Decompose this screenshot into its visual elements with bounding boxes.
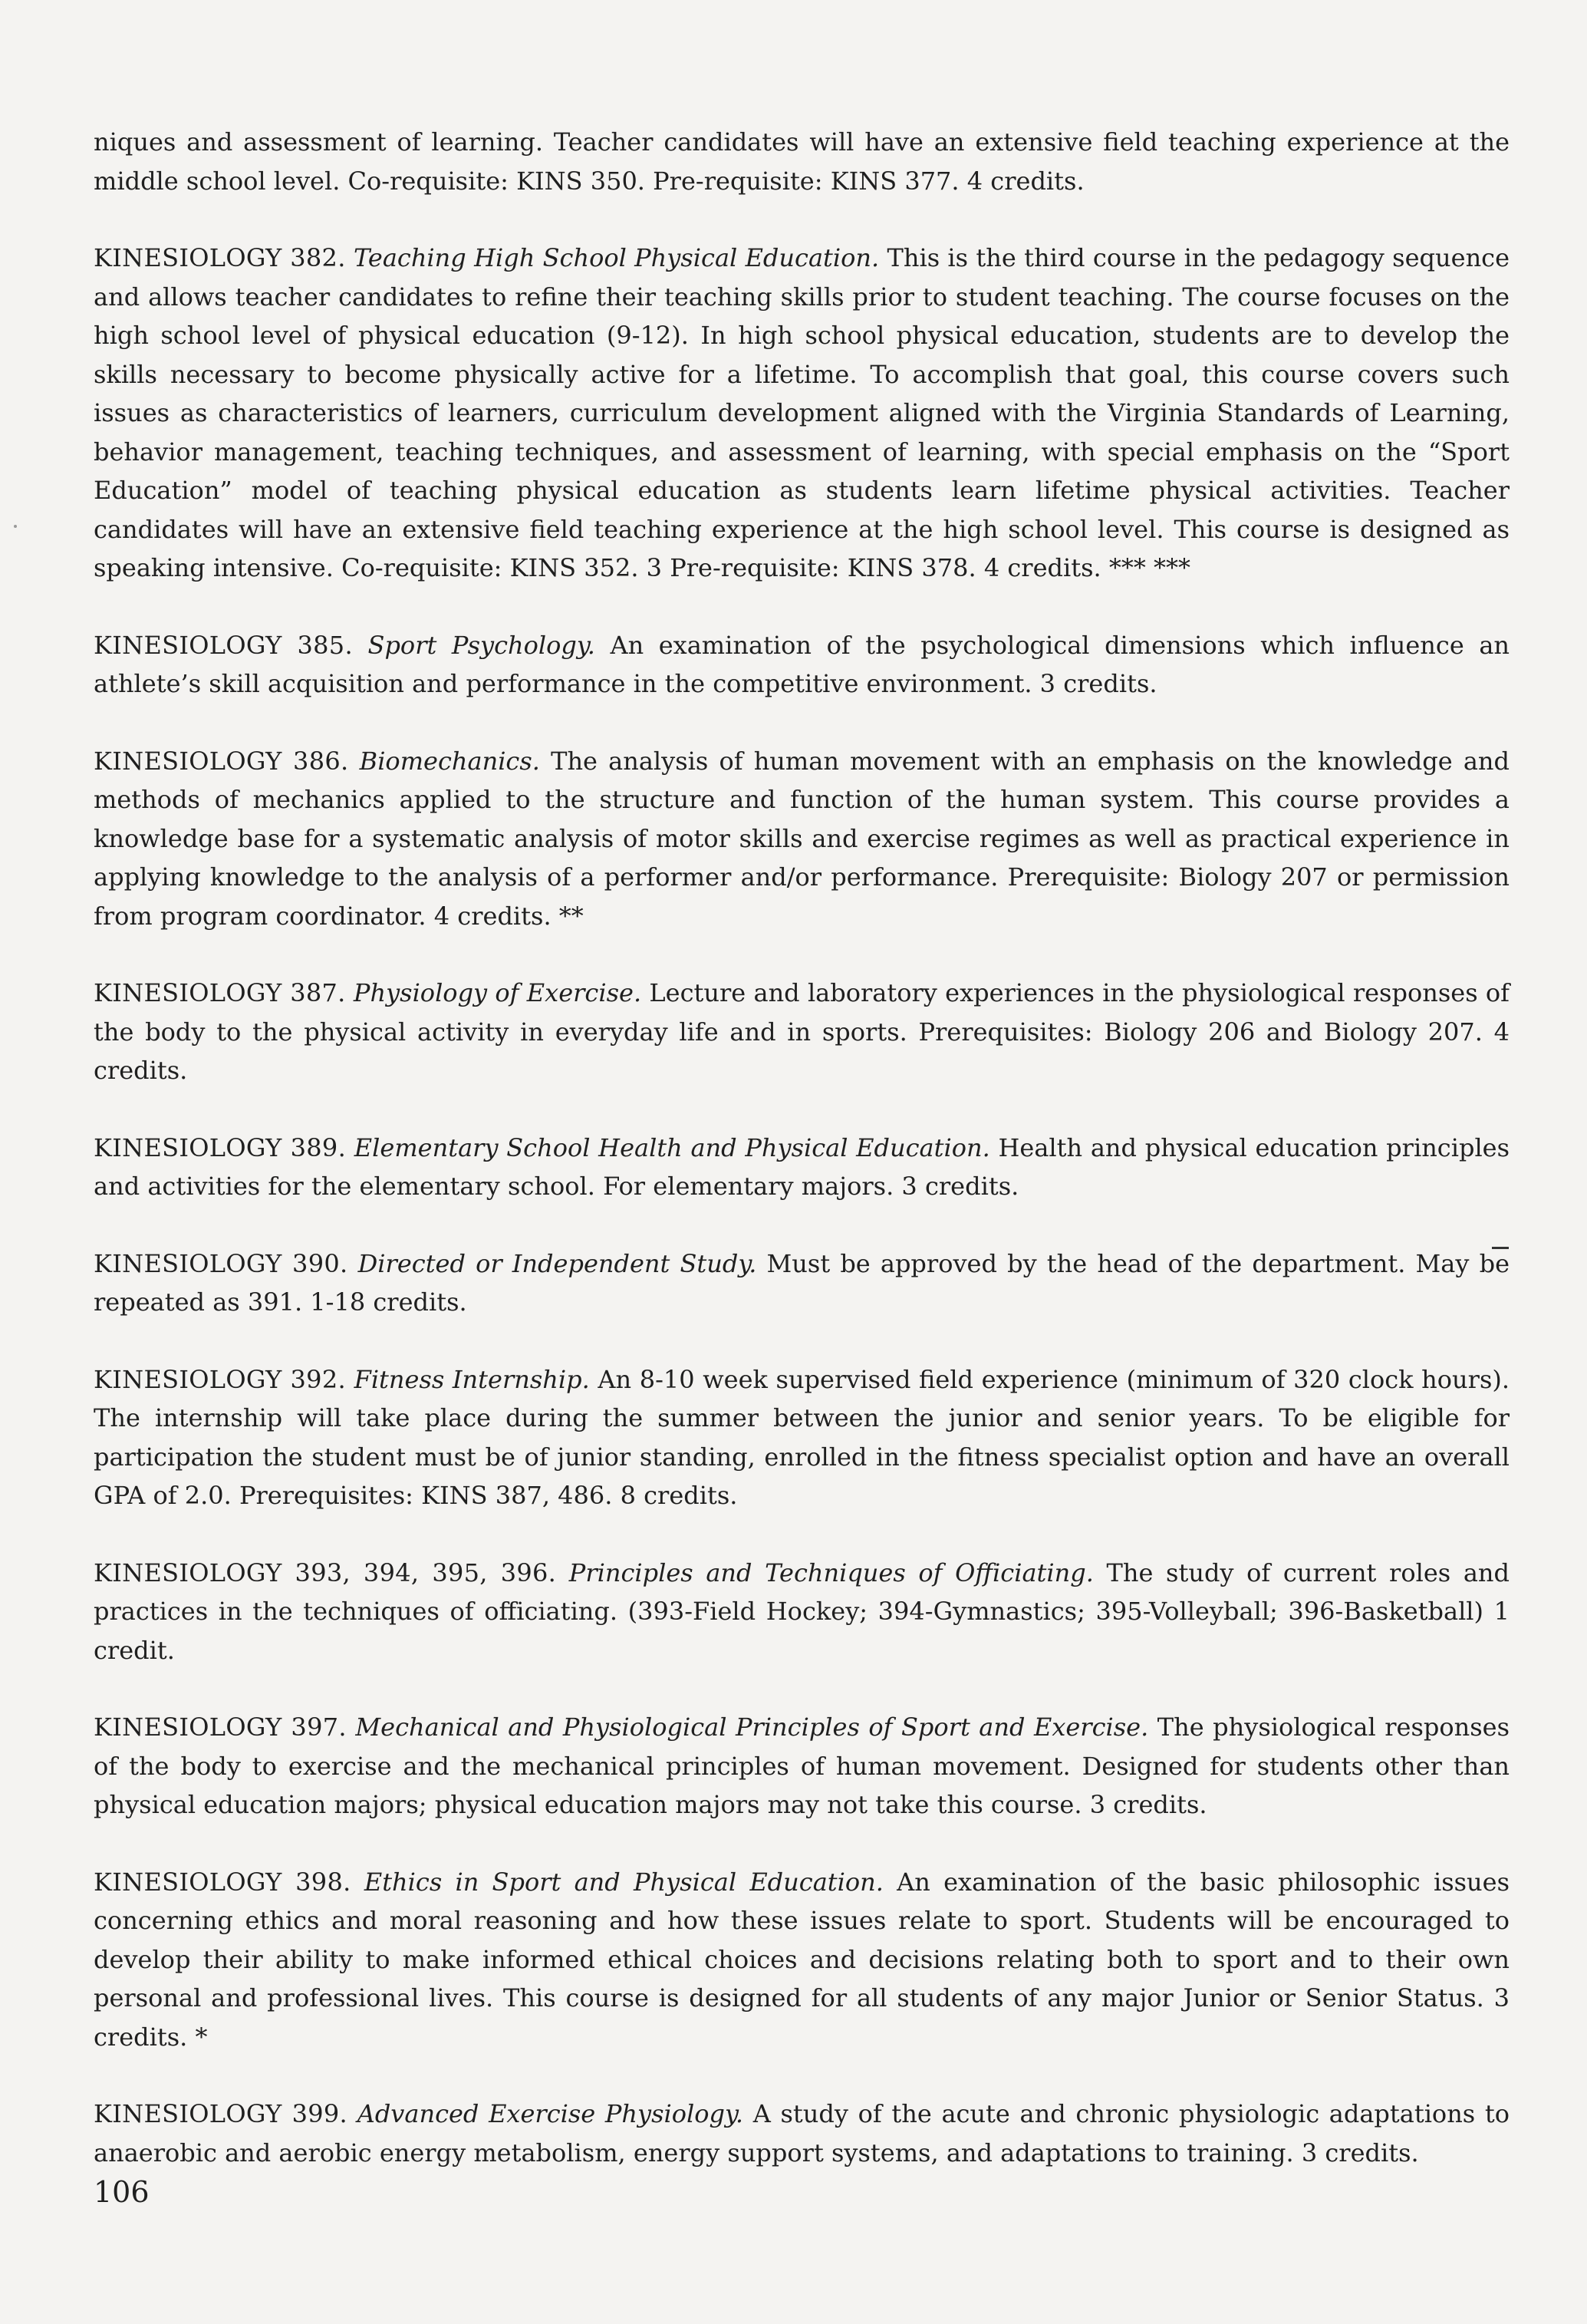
course-title: Ethics in Sport and Physical Education. <box>364 1867 884 1897</box>
course-entry-397 <box>94 1708 1510 1825</box>
margin-mark <box>14 525 17 528</box>
course-listing <box>94 123 1510 2210</box>
course-entry-398 <box>94 1863 1510 2057</box>
course-title: Physiology of Exercise. <box>353 978 642 1007</box>
course-entry-385 <box>94 626 1510 704</box>
course-entry-393-396 <box>94 1554 1510 1670</box>
course-entry-390 <box>94 1244 1510 1322</box>
continued-course-text: niques and assessment of learning. Teacher candidates will have an extensive field teaching experience at the middle school level. Co-requisite: KINS 350. Pre-requisite: KINS 377. 4 credits. <box>94 127 1510 196</box>
course-code: KINESIOLOGY 389. <box>94 1132 347 1162</box>
course-entry-392 <box>94 1360 1510 1515</box>
course-code: KINESIOLOGY 393, 394, 395, 396. <box>94 1558 557 1587</box>
course-title: Sport Psychology. <box>367 630 595 660</box>
course-title: Advanced Exercise Physiology. <box>357 2099 744 2128</box>
course-description: An examination of the psychological dimensions which influence an athlete’s skill acquisition and performance in the competitive environment. 3 credits. <box>94 630 1510 698</box>
course-entry-389 <box>94 1129 1510 1206</box>
course-title: Mechanical and Physiological Principles of Sport and Exercise. <box>355 1713 1149 1742</box>
course-title: Elementary School Health and Physical Education. <box>354 1132 990 1162</box>
course-code: KINESIOLOGY 387. <box>94 978 346 1007</box>
course-entry-386 <box>94 742 1510 936</box>
course-title: Teaching High School Physical Education. <box>354 243 880 272</box>
course-description: Must be approved by the head of the department. May be repeated as 391. 1-18 credits. <box>94 1248 1510 1317</box>
course-code: KINESIOLOGY 382. <box>94 243 346 272</box>
course-title: Biomechanics. <box>359 746 540 776</box>
page-number: 106 <box>94 2175 150 2209</box>
course-code: KINESIOLOGY 399. <box>94 2099 348 2128</box>
course-description: A study of the acute and chronic physiologic adaptations to anaerobic and aerobic energy metabolism, energy support systems, and adaptations to training. 3 credits. <box>94 2099 1510 2167</box>
course-description: An examination of the basic philosophic issues concerning ethics and moral reasoning and how these issues relate to sport. Students will be encouraged to develop their ability to make informed ethical choices and decisions relating both to sport and to their own personal and professional lives. This course is designed for all students of any major Junior or Senior Status. 3 credits. * <box>94 1867 1510 2052</box>
course-code: KINESIOLOGY 397. <box>94 1713 347 1742</box>
course-entry-387 <box>94 974 1510 1090</box>
course-description: This is the third course in the pedagogy sequence and allows teacher candidates to refine their teaching skills prior to student teaching. The course focuses on the high school level of physical education (9-12). In high school physical education, students are to develop the skills necessary to become physically active for a lifetime. To accomplish that goal, this course covers such issues as characteristics of learners, curriculum development aligned with the Virginia Standards of Learning, behavior management, teaching techniques, and assessment of learning, with special emphasis on the “Sport Education” model of teaching physical education as students learn lifetime physical activities. Teacher candidates will have an extensive field teaching experience at the high school level. This course is designed as speaking intensive. Co-requisite: KINS 352. 3 Pre-requisite: KINS 378. 4 credits. *** *** <box>94 243 1510 582</box>
course-code: KINESIOLOGY 392. <box>94 1364 346 1394</box>
course-code: KINESIOLOGY 398. <box>94 1867 351 1897</box>
course-description: The analysis of human movement with an emphasis on the knowledge and methods of mechanics applied to the structure and function of the human system. This course provides a knowledge base for a systematic analysis of motor skills and exercise regimes as well as practical experience in applying knowledge to the analysis of a performer and/or performance. Prerequisite: Biology 207 or permission from program coordinator. 4 credits. ** <box>94 746 1510 931</box>
course-description: Health and physical education principles and activities for the elementary school. For elementary majors. 3 credits. <box>94 1132 1510 1201</box>
course-code: KINESIOLOGY 390. <box>94 1248 348 1278</box>
course-entry-399 <box>94 2095 1510 2172</box>
course-entry-382 <box>94 239 1510 588</box>
course-code: KINESIOLOGY 386. <box>94 746 349 776</box>
course-title: Principles and Techniques of Officiating. <box>568 1558 1094 1587</box>
course-title: Fitness Internship. <box>354 1364 590 1394</box>
course-description: Lecture and laboratory experiences in the physiological responses of the body to the physical activity in everyday life and in sports. Prerequisites: Biology 206 and Biology 207. 4 credits. <box>94 978 1510 1085</box>
course-code: KINESIOLOGY 385. <box>94 630 353 660</box>
course-description: The physiological responses of the body to exercise and the mechanical principles of human movement. Designed for students other than physical education majors; physical education majors may not take this course. 3 credits. <box>94 1713 1510 1819</box>
course-title: Directed or Independent Study. <box>357 1248 757 1278</box>
course-description: An 8-10 week supervised field experience (minimum of 320 clock hours). The internship will take place during the summer between the junior and senior years. To be eligible for participation the student must be of junior standing, enrolled in the fitness specialist option and have an overall GPA of 2.0. Prerequisites: KINS 387, 486. 8 credits. <box>94 1364 1510 1510</box>
course-description: The study of current roles and practices in the techniques of officiating. (393-Field Hockey; 394-Gymnastics; 395-Volleyball; 396-Basketball) 1 credit. <box>94 1558 1510 1665</box>
